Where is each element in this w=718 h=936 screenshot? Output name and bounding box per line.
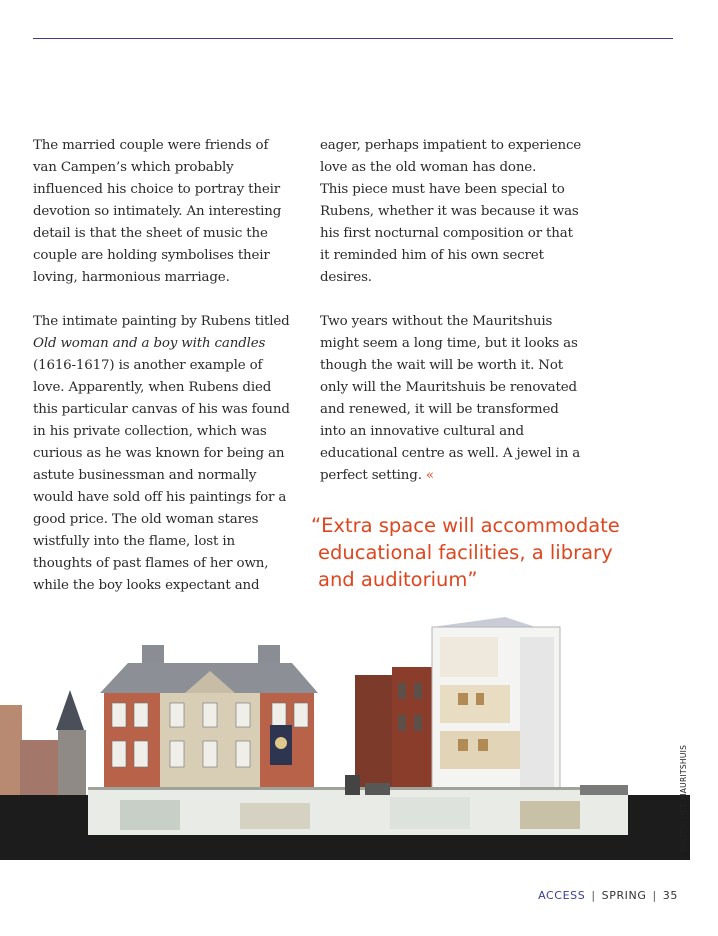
- museum-cross-section-illustration: [0, 605, 690, 860]
- footer-separator: |: [652, 889, 657, 902]
- body-text: (1616-1617) is another example of love. Apparently, when Rubens died this particular canvas of his was found in his private collection, which was curious as he was known for being an astute businessman and normally would have sold off his paintings for a good price. The old woman stares wistfully into the flame, lost in thoughts of past flames of her own, while the boy looks expectant and: [33, 358, 290, 593]
- pull-quote-line: “Extra space will accommodate: [311, 514, 620, 537]
- issue-season: SPRING: [601, 889, 647, 902]
- end-mark: «: [425, 468, 434, 483]
- body-text: eager, perhaps impatient to experience love as the old woman has done.: [320, 138, 582, 175]
- artwork-title: Old woman and a boy with candles: [33, 336, 266, 351]
- top-rule: [33, 38, 673, 39]
- pull-quote-line: and auditorium”: [318, 568, 478, 591]
- magazine-name: ACCESS: [538, 889, 586, 902]
- body-text: The intimate painting by Rubens titled: [33, 314, 290, 329]
- body-text: This piece must have been special to Rubens, whether it was because it was his first nocturnal composition or that it reminded him of his own secret desires.: [320, 182, 579, 285]
- body-paragraph: [33, 311, 295, 597]
- page-footer: [538, 889, 678, 902]
- body-paragraph: The married couple were friends of van Campen’s which probably influenced his choice to portray their devotion so intimately. An interesting detail is that the sheet of music the couple are holding symbolises their loving, harmonious marriage.: [33, 138, 282, 285]
- footer-separator: |: [591, 889, 596, 902]
- article-column-left: [33, 135, 295, 619]
- pull-quote-line: educational facilities, a library: [318, 541, 613, 564]
- body-paragraph: [320, 311, 582, 487]
- photo-credit: PHOTO: HET MAURITSHUIS: [679, 744, 688, 852]
- pull-quote: [311, 512, 681, 593]
- body-paragraph: [320, 135, 582, 289]
- body-text: Two years without the Mauritshuis might seem a long time, but it looks as though the wait will be worth it. Not only will the Mauritshuis be renovated and renewed, it will be transformed into an innovative cultural and educational centre as well. A jewel in a perfect setting.: [320, 314, 581, 483]
- page-number: 35: [662, 889, 678, 902]
- article-column-right: [320, 135, 582, 509]
